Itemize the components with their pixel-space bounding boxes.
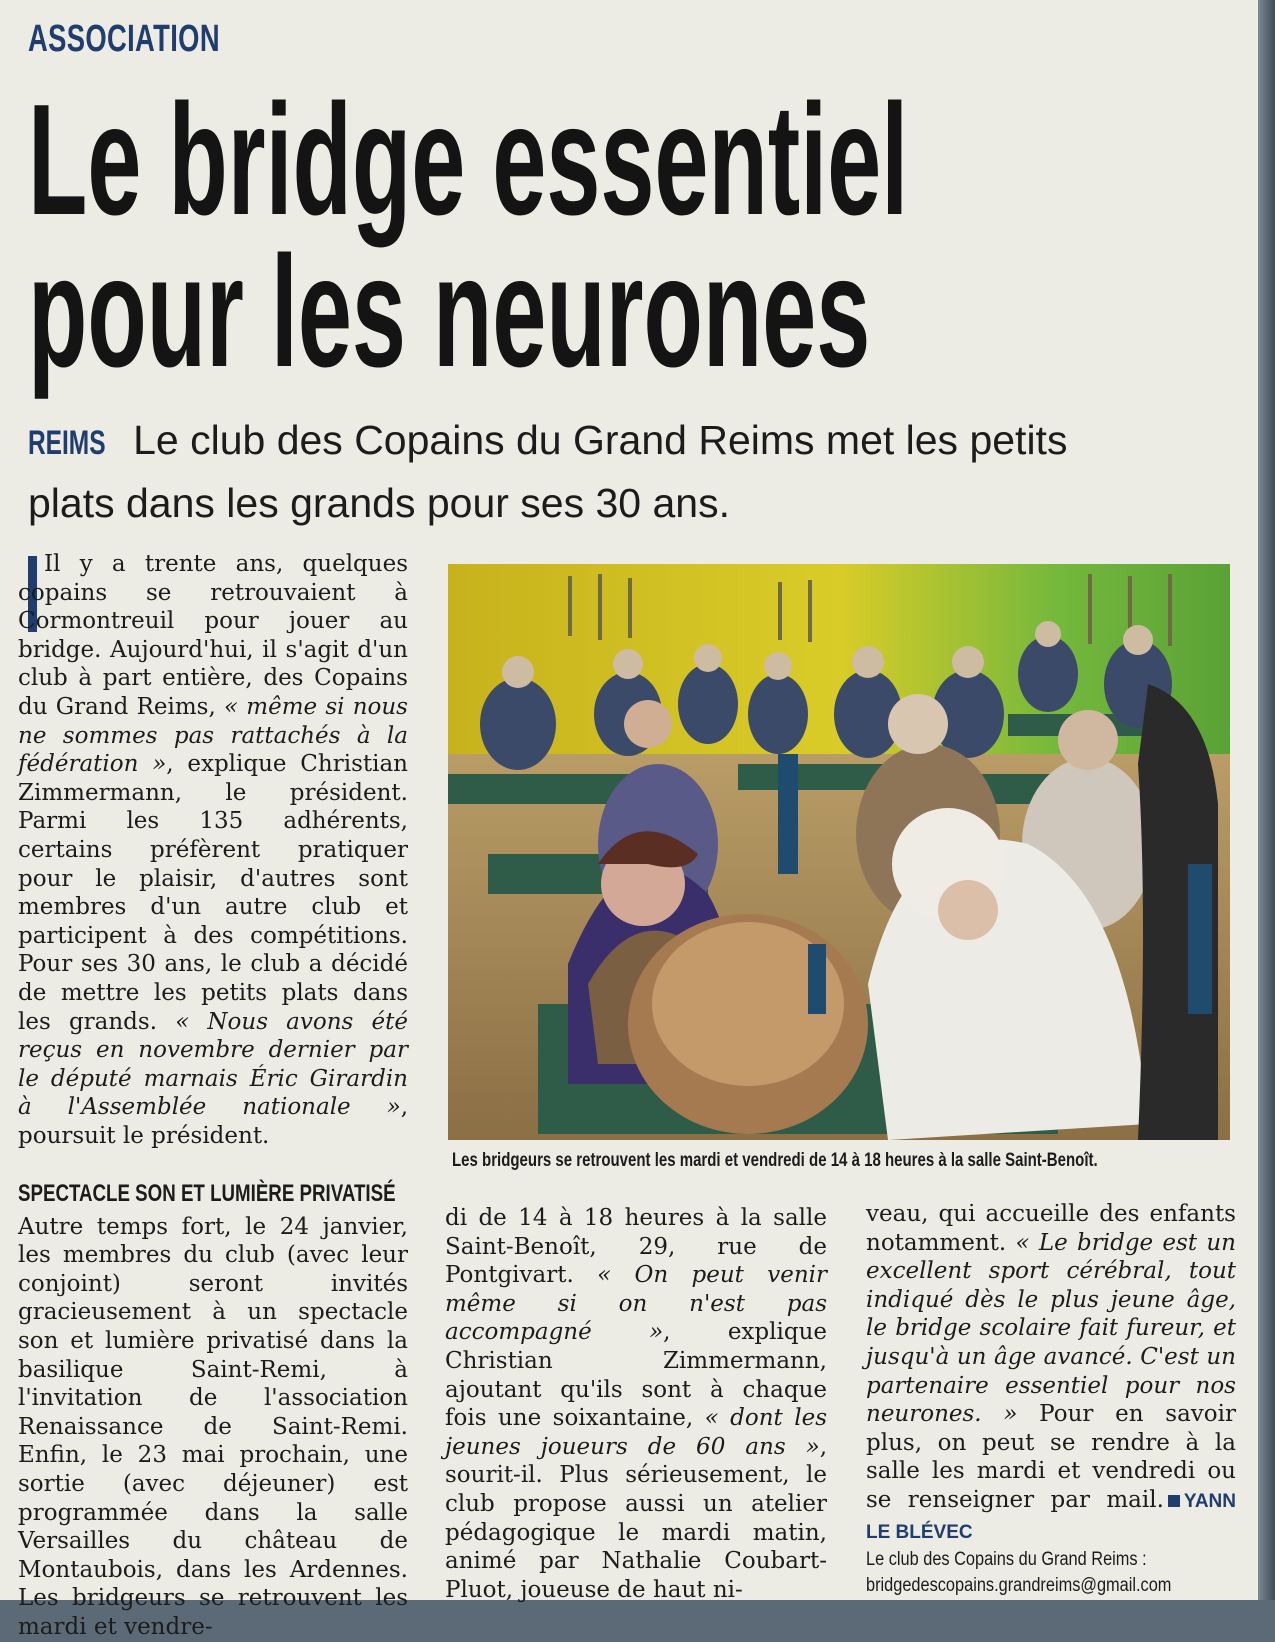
bridge-players-photo bbox=[448, 564, 1230, 1140]
contact-line: Le club des Copains du Grand Reims : bbox=[866, 1549, 1147, 1571]
col2-text-a: di de 14 à 18 heures à la salle Saint-Benoît, 29, rue de Pontgivart. bbox=[445, 1205, 827, 1289]
col2-quote-1: « On peut venir même si on n'est pas accompagné » bbox=[445, 1262, 827, 1346]
section-subhead: SPECTACLE SON ET LUMIÈRE PRIVATISÉ bbox=[18, 1180, 396, 1207]
headline-line-1: Le bridge essentiel bbox=[28, 72, 909, 248]
section-paragraph-2 bbox=[445, 1204, 827, 1604]
section-paragraph-1: Autre temps fort, le 24 janvier, les membres du club (avec leur conjoint) seront invités gracieusement à un spectacle son et lumière privatisé dans la basilique Saint-Remi, à l'invitation de l'association Renaissance de Saint-Remi. Enfin, le 23 mai prochain, une sortie (avec déjeuner) est programmée dans la salle Versailles du château de Montaubois, dans les Ardennes. Les bridgeurs se retrouvent les mardi et vendre- bbox=[18, 1213, 408, 1640]
article-photo bbox=[448, 564, 1230, 1140]
section-column-3 bbox=[866, 1200, 1236, 1599]
intro-text-c: , poursuit le président. bbox=[18, 1094, 408, 1149]
standfirst bbox=[28, 410, 1128, 533]
col2-text-c: , sourit-il. Plus sérieusement, le club propose aussi un atelier pédagogique le mardi matin, animé par Nathalie Coubart-Pluot, joueuse de haut ni- bbox=[445, 1433, 827, 1603]
section-column-1 bbox=[18, 1180, 408, 1642]
standfirst-text: Le club des Copains du Grand Reims met les petits plats dans les grands pour ses 30 ans. bbox=[28, 417, 1068, 526]
headline-line-2: pour les neurones bbox=[28, 224, 871, 400]
col3-text-b: Pour en savoir plus, on peut se rendre à la salle les mardi et vendredi ou se renseigner par mail. bbox=[866, 1401, 1236, 1513]
col3-text-a: veau, qui accueille des enfants notamment. bbox=[866, 1201, 1236, 1256]
photo-caption: Les bridgeurs se retrouvent les mardi et vendredi de 14 à 18 heures à la salle Saint-Benoît. bbox=[452, 1150, 1098, 1171]
section-paragraph-3 bbox=[866, 1200, 1236, 1547]
col2-quote-2: « dont les jeunes joueurs de 60 ans » bbox=[445, 1405, 827, 1460]
col3-quote: « Le bridge est un excellent sport cérébral, tout indiqué dès le plus jeune âge, le bridge scolaire fait fureur, et jusqu'à un âge avancé. C'est un partenaire essentiel pour nos neurones. » bbox=[866, 1229, 1236, 1428]
location-tag: REIMS bbox=[28, 424, 106, 462]
signature-square-icon bbox=[1168, 1495, 1180, 1507]
intro-text-a: Il y a trente ans, quelques copains se retrouvaient à Cormontreuil pour jouer au bridge. Aujourd'hui, il s'agit d'un club à part entière, des Copains du Grand Reims, bbox=[18, 551, 408, 720]
section-label: ASSOCIATION bbox=[28, 18, 220, 60]
intro-column bbox=[18, 550, 408, 1150]
intro-quote-2: « Nous avons été reçus en novembre dernier par le député marnais Éric Girardin à l'Assemblée nationale » bbox=[18, 1008, 408, 1121]
col2-text-b: , explique Christian Zimmermann, ajoutant qu'ils sont à chaque fois une soixantaine, bbox=[445, 1319, 827, 1432]
author-signature: YANN LE BLÉVEC bbox=[866, 1490, 1236, 1543]
intro-paragraph bbox=[18, 550, 408, 1150]
screen-edge bbox=[1258, 0, 1275, 1600]
intro-text-b: , explique Christian Zimmermann, le président. Parmi les 135 adhérents, certains préfèrent pratiquer pour le plaisir, d'autres sont membres d'un autre club et participent à des compétitions. Pour ses 30 ans, le club a décidé de mettre les petits plats dans les grands. bbox=[18, 751, 408, 1035]
contact-email: bridgedescopains.grandreims@gmail.com bbox=[866, 1575, 1172, 1597]
headline bbox=[28, 72, 909, 400]
intro-quote-1: « même si nous ne sommes pas rattachés à la fédération » bbox=[18, 693, 408, 778]
section-column-2 bbox=[445, 1204, 827, 1604]
